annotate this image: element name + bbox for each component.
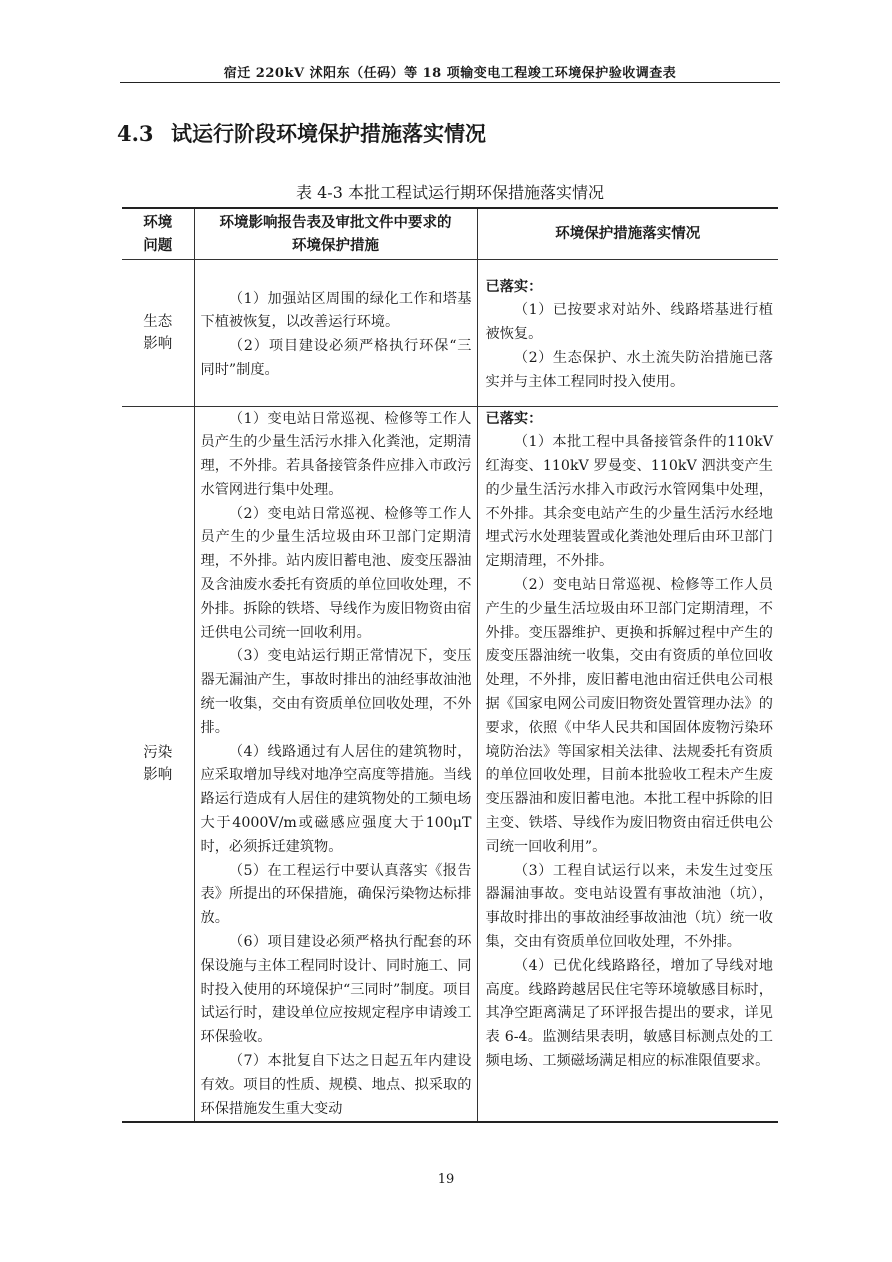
table-row-ecology xyxy=(122,259,778,406)
section-title: 试运行阶段环境保护措施落实情况 xyxy=(171,121,486,146)
status-cell xyxy=(477,406,778,1122)
header-rule xyxy=(120,82,780,83)
requirement-cell xyxy=(194,406,477,1122)
requirement-item: （4）线路通过有人居住的建筑物时，应采取增加导线对地净空高度等措施。当线路运行造成有人居住的建筑物处的工频电场大于4000V/m或磁感应强度大于100μT时，必须拆迁建筑物。 xyxy=(200,743,472,855)
issue-line: 影响 xyxy=(143,766,173,783)
measures-table xyxy=(122,207,778,1123)
status-item: （4）已优化线路路径，增加了导线对地高度。线路跨越居民住宅等环境敏感目标时，其净空距离满足了环评报告提出的要求，详见表 6-4。监测结果表明，敏感目标测点处的工频电场、工频磁场满足相应的标准限值要求。 xyxy=(485,957,773,1070)
status-item: （3）工程自试运行以来，未发生过变压器漏油事故。变电站设置有事故油池（坑），事故时排出的事故油经事故油池（坑）统一收集，交由有资质单位回收处理，不外排。 xyxy=(485,862,773,951)
column-header-requirement-line: 环境影响报告表及审批文件中要求的 xyxy=(219,213,452,231)
status-item: （2）变电站日常巡视、检修等工作人员产生的少量生活垃圾由环卫部门定期清理，不外排。变压器维护、更换和拆解过程中产生的废变压器油统一收集，交由有资质的单位回收处理，不外排，废旧蓄电池由宿迁供电公司根据《国家电网公司废旧物资处置管理办法》的要求，依照《中华人民共和国固体废物污染环境防治法》等国家相关法律、法规委托有资质的单位回收处理，目前本批验收工程未产生废变压器油和废旧蓄电池。本批工程中拆除的旧主变、铁塔、导线作为废旧物资由宿迁供电公司统一回收利用”。 xyxy=(485,577,773,855)
table-header-row xyxy=(122,208,778,259)
requirement-item: （1）加强站区周围的绿化工作和塔基下植被恢复，以改善运行环境。 xyxy=(200,290,472,331)
column-header-requirement-line: 环境保护措施 xyxy=(292,236,379,254)
table-caption: 表 4-3 本批工程试运行期环保措施落实情况 xyxy=(296,183,604,202)
status-item: （1）本批工程中具备接管条件的110kV 红海变、110kV 罗曼变、110kV 泗洪变产生的少量生活污水排入市政污水管网集中处理，不外排。其余变电站产生的少量生活污水经地埋式污水处理装置或化粪池处理后由环卫部门定期清理，不外排。 xyxy=(485,434,773,570)
status-cell xyxy=(477,259,778,406)
requirement-item: （2）变电站日常巡视、检修等工作人员产生的少量生活垃圾由环卫部门定期清理，不外排。站内废旧蓄电池、废变压器油及含油废水委托有资质的单位回收处理，不外排。拆除的铁塔、导线作为废旧物资由宿迁供电公司统一回收利用。 xyxy=(200,505,472,641)
issue-cell xyxy=(122,259,194,406)
section-heading xyxy=(117,118,486,148)
status-label: 已落实： xyxy=(485,410,543,427)
requirement-item: （2）项目建设必须严格执行环保“三同时”制度。 xyxy=(200,338,472,378)
status-item: （1）已按要求对站外、线路塔基进行植被恢复。 xyxy=(485,302,773,343)
running-header: 宿迁 220kV 沭阳东（任码）等 18 项输变电工程竣工环境保护验收调查表 xyxy=(223,66,677,81)
status-item: （2）生态保护、水土流失防治措施已落实并与主体工程同时投入使用。 xyxy=(485,349,773,390)
status-label: 已落实： xyxy=(485,278,543,295)
requirement-cell xyxy=(194,259,477,406)
issue-cell xyxy=(122,406,194,1122)
column-header-issue-line: 问题 xyxy=(143,236,173,254)
column-header-status: 环境保护措施落实情况 xyxy=(477,208,778,259)
table-row-pollution xyxy=(122,406,778,1122)
column-header-issue-line: 环境 xyxy=(143,213,173,231)
issue-line: 影响 xyxy=(143,335,173,352)
requirement-item: （1）变电站日常巡视、检修等工作人员产生的少量生活污水排入化粪池，定期清理，不外排。若具备接管条件应排入市政污水管网进行集中处理。 xyxy=(200,410,472,498)
column-header-requirement xyxy=(194,208,477,259)
requirement-item: （7）本批复自下达之日起五年内建设有效。项目的性质、规模、地点、拟采取的环保措施发生重大变动 xyxy=(200,1053,472,1117)
requirement-item: （3）变电站运行期正常情况下，变压器无漏油产生，事故时排出的油经事故油池统一收集，交由有资质单位回收处理，不外排。 xyxy=(200,648,472,736)
section-number: 4.3 xyxy=(117,121,154,146)
column-header-issue xyxy=(122,208,194,259)
requirement-item: （6）项目建设必须严格执行配套的环保设施与主体工程同时设计、同时施工、同时投入使用的环境保护“三同时”制度。项目试运行时，建设单位应按规定程序申请竣工环保验收。 xyxy=(200,934,472,1046)
requirement-item: （5）在工程运行中要认真落实《报告表》所提出的环保措施，确保污染物达标排放。 xyxy=(200,862,472,927)
issue-line: 污染 xyxy=(143,744,173,761)
page-number: 19 xyxy=(437,1172,455,1187)
issue-line: 生态 xyxy=(143,313,173,330)
